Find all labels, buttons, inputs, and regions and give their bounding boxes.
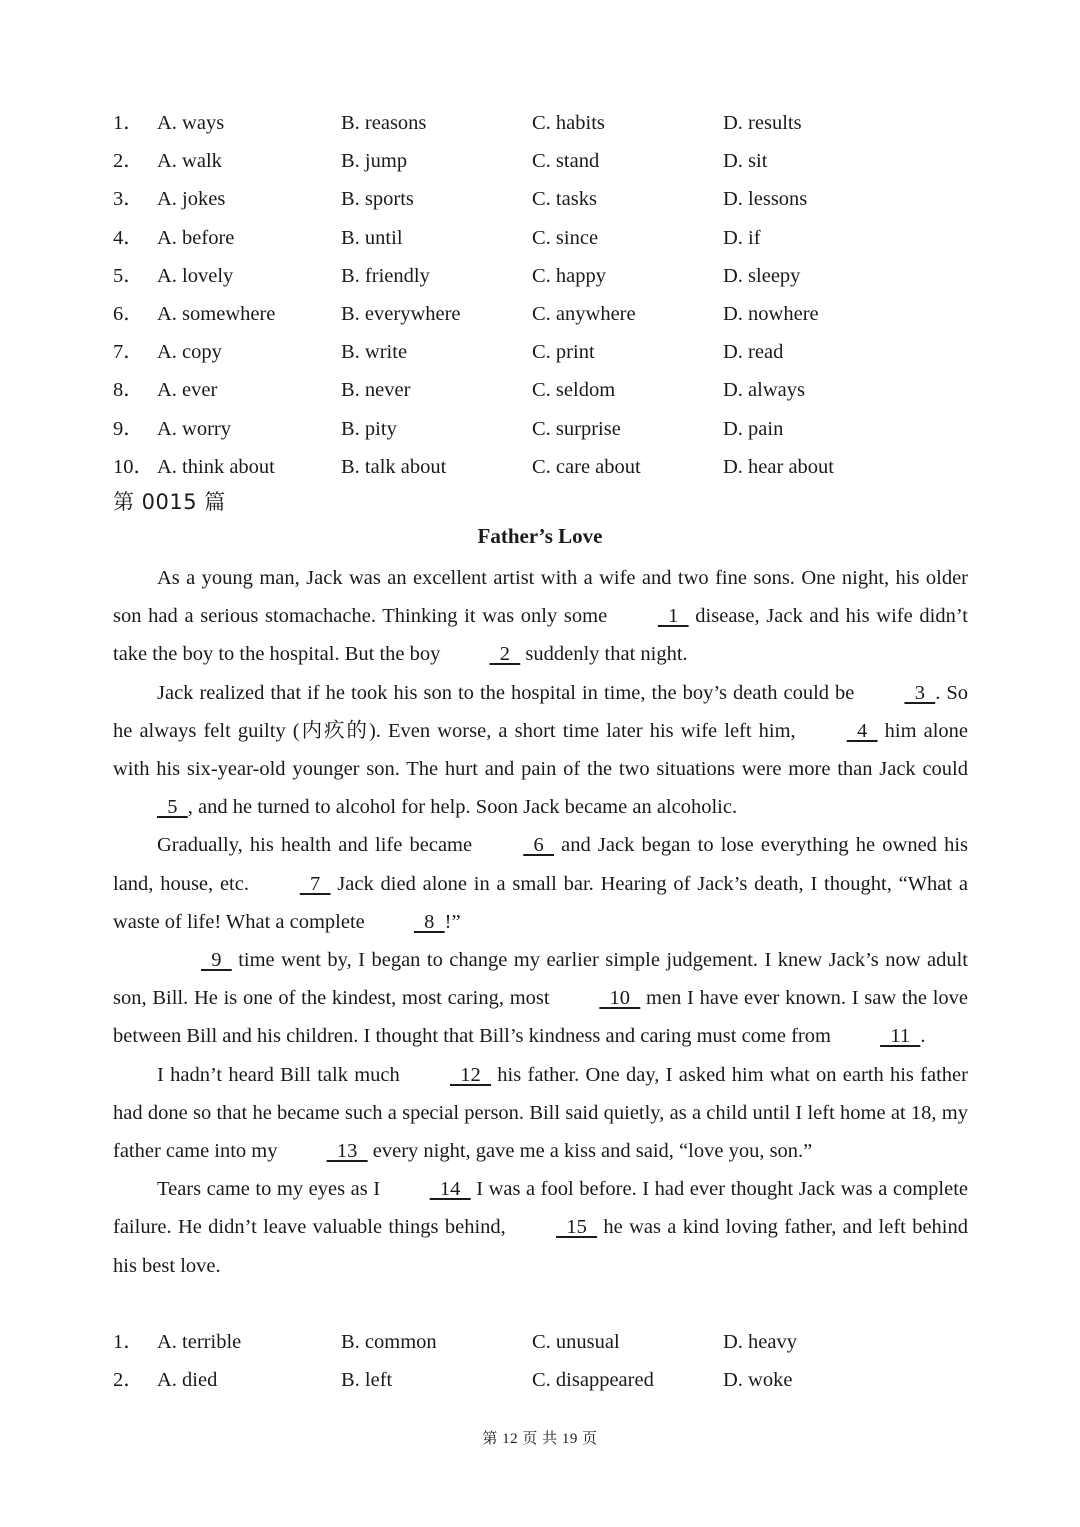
blank-3: 3 [904, 681, 936, 704]
passage-text: he was a kind loving father, and left behind his best love. [113, 1216, 968, 1277]
option-b: B. sports [341, 188, 414, 211]
paragraph [113, 826, 968, 941]
option-row [0, 295, 1080, 333]
passage-text: Gradually, his health and life became [157, 834, 480, 857]
option-c: C. disappeared [532, 1369, 654, 1392]
option-d: D. results [723, 112, 802, 134]
question-number: 8． [113, 379, 144, 402]
passage-text: and Jack began to lose everything he owned his land, house, etc. [113, 834, 968, 895]
paragraph [113, 1056, 968, 1171]
passage-text: him alone with his six-year-old younger son. The hurt and pain of the two situations were more than Jack could [113, 719, 968, 781]
blank-15: 15 [556, 1216, 598, 1239]
option-c: C. seldom [532, 379, 616, 402]
page-footer: 第 12 页 共 19 页 [482, 1431, 598, 1447]
top-options-list [0, 104, 1080, 486]
blank-8: 8 [413, 910, 445, 933]
option-row [0, 257, 1080, 295]
option-row [0, 142, 1080, 180]
passage-text: his father. One day, I asked him what on earth his father had done so that he became such a special person. Bill said quietly, as a child until I left home at 18, my father came into my [113, 1063, 968, 1163]
blank-10: 10 [599, 987, 641, 1010]
option-a: A. think about [157, 455, 275, 478]
option-d: D. sit [723, 150, 768, 173]
passage-text: I hadn’t heard Bill talk much [157, 1063, 407, 1086]
question-number: 5． [113, 264, 144, 287]
option-a: A. ever [157, 379, 218, 402]
option-row [0, 410, 1080, 448]
passage-text: Jack died alone in a small bar. Hearing of Jack’s death, I thought, “What a waste of life! What a complete [113, 872, 968, 933]
question-number: 2． [113, 150, 144, 173]
blank-2: 2 [489, 643, 521, 666]
option-d: D. always [723, 379, 805, 402]
option-b: B. until [341, 226, 403, 249]
option-b: B. friendly [341, 264, 430, 287]
question-number: 4． [113, 226, 144, 249]
option-row [0, 333, 1080, 371]
question-number: 10． [113, 455, 154, 478]
option-b: B. everywhere [341, 302, 461, 325]
option-a: A. copy [157, 341, 222, 364]
question-number: 6． [113, 302, 144, 325]
option-b: B. talk about [341, 455, 447, 478]
option-d: D. sleepy [723, 264, 801, 287]
option-a: A. ways [157, 112, 225, 134]
blank-11: 11 [880, 1025, 921, 1048]
blank-12: 12 [450, 1063, 492, 1086]
option-c: C. happy [532, 264, 607, 287]
question-number: 1． [113, 112, 144, 134]
paragraph [113, 941, 968, 1056]
passage-text: I was a fool before. I had ever thought Jack was a complete failure. He didn’t leave valuable things behind, [113, 1178, 968, 1239]
option-a: A. jokes [157, 188, 226, 211]
blank-13: 13 [326, 1140, 368, 1163]
option-a: A. walk [157, 150, 222, 173]
passage-text: As a young man, Jack was an excellent artist with a wife and two fine sons. One night, his older son had a serious stomachache. Thinking it was only some [113, 567, 968, 628]
blank-5: 5 [157, 796, 188, 819]
option-row [0, 448, 1080, 486]
option-d: D. nowhere [723, 302, 819, 325]
option-d: D. hear about [723, 455, 834, 478]
passage-text: Tears came to my eyes as I [157, 1178, 386, 1201]
option-d: D. if [723, 226, 761, 249]
option-b: B. common [341, 1331, 437, 1353]
passage-text: . So he always felt guilty (内疚的). Even worse, a short time later his wife left him, [113, 681, 968, 742]
option-a: A. lovely [157, 264, 234, 287]
passage [113, 559, 968, 1285]
option-a: A. somewhere [157, 302, 276, 325]
option-a: A. terrible [157, 1331, 242, 1353]
option-c: C. surprise [532, 417, 621, 440]
option-c: C. unusual [532, 1331, 620, 1353]
section-title: 第 0015 篇 [113, 490, 226, 514]
option-c: C. tasks [532, 188, 597, 211]
passage-text: men I have ever known. I saw the love between Bill and his children. I thought that Bill’s kindness and caring must come from [113, 987, 968, 1048]
passage-text: !” [444, 910, 461, 933]
passage-text: Jack realized that if he took his son to the hospital in time, the boy’s death could be [157, 681, 861, 704]
option-a: A. before [157, 226, 235, 249]
option-c: C. stand [532, 150, 600, 173]
option-row [0, 1323, 1080, 1361]
paragraph [113, 559, 968, 674]
blank-6: 6 [523, 834, 555, 857]
option-b: B. reasons [341, 112, 427, 134]
option-c: C. habits [532, 112, 605, 134]
bottom-options-list [0, 1323, 1080, 1399]
option-b: B. jump [341, 150, 408, 173]
option-a: A. worry [157, 417, 232, 440]
option-row [0, 219, 1080, 257]
paragraph [113, 674, 968, 827]
passage-text: every night, gave me a kiss and said, “love you, son.” [367, 1140, 813, 1163]
option-b: B. write [341, 341, 408, 364]
option-row [0, 104, 1080, 142]
paragraph [113, 1170, 968, 1285]
question-number: 2． [113, 1369, 144, 1392]
option-row [0, 371, 1080, 409]
option-d: D. pain [723, 417, 784, 440]
option-b: B. left [341, 1369, 393, 1392]
blank-4: 4 [846, 719, 878, 742]
option-c: C. print [532, 341, 595, 364]
option-c: C. anywhere [532, 302, 636, 325]
question-number: 9． [113, 417, 144, 440]
article-title: Father’s Love [477, 524, 603, 548]
option-row [0, 180, 1080, 218]
passage-text: . [920, 1025, 926, 1048]
passage-text: , and he turned to alcohol for help. Soon Jack became an alcoholic. [187, 796, 738, 819]
option-b: B. pity [341, 417, 397, 440]
blank-1: 1 [657, 605, 689, 628]
option-d: D. heavy [723, 1331, 798, 1353]
blank-14: 14 [429, 1178, 471, 1201]
blank-7: 7 [299, 872, 331, 895]
passage-text: time went by, I began to change my earlier simple judgement. I knew Jack’s now adult son, Bill. He is one of the kindest, most caring, most [113, 949, 968, 1010]
option-row [0, 1361, 1080, 1399]
option-b: B. never [341, 379, 411, 402]
option-d: D. lessons [723, 188, 808, 211]
question-number: 7． [113, 341, 144, 364]
option-d: D. read [723, 341, 784, 364]
option-d: D. woke [723, 1369, 793, 1392]
question-number: 3． [113, 188, 144, 211]
passage-text: suddenly that night. [520, 643, 688, 666]
question-number: 1． [113, 1331, 144, 1353]
option-a: A. died [157, 1369, 218, 1392]
option-c: C. since [532, 226, 599, 249]
option-c: C. care about [532, 455, 641, 478]
blank-9: 9 [201, 949, 232, 972]
passage-text: disease, Jack and his wife didn’t take the boy to the hospital. But the boy [113, 605, 968, 666]
